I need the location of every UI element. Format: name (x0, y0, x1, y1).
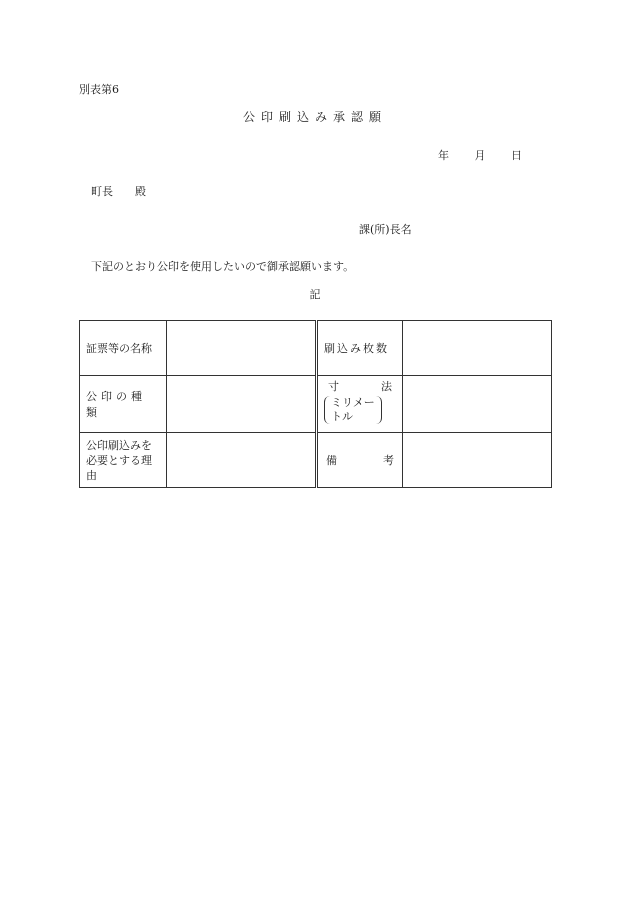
label-dimensions (317, 376, 403, 433)
recipient-name: 町長 (91, 185, 113, 198)
label-seal-type: 公印の種類 (80, 376, 167, 433)
label-remarks-bi: 備 (326, 454, 337, 467)
date-line (438, 147, 522, 163)
field-seal-type[interactable] (167, 376, 317, 433)
label-dimensions-sun: 寸 (328, 380, 339, 393)
field-remarks[interactable] (403, 433, 552, 488)
date-year: 年 (438, 149, 449, 162)
table-row (80, 321, 552, 376)
form-reference: 別表第6 (79, 83, 119, 96)
field-print-count[interactable] (403, 321, 552, 376)
approval-form-table (79, 320, 552, 488)
label-dimensions-hou: 法 (381, 380, 392, 393)
unit-line2: トル (331, 410, 353, 423)
recipient-line (91, 183, 146, 199)
recipient-honorific: 殿 (135, 185, 146, 198)
label-document-name: 証票等の名称 (80, 321, 167, 376)
table-row (80, 433, 552, 488)
label-remarks (317, 433, 403, 488)
unit-bracket (324, 396, 382, 424)
table-row (80, 376, 552, 433)
ki-heading: 記 (309, 288, 321, 301)
field-reason[interactable] (167, 433, 317, 488)
applicant-name: 課(所)長名 (359, 223, 412, 236)
label-remarks-kou: 考 (383, 454, 394, 467)
date-day: 日 (511, 149, 522, 162)
date-month: 月 (474, 149, 486, 162)
field-document-name[interactable] (167, 321, 317, 376)
unit-line1: ミリメー (331, 396, 375, 409)
label-reason: 公印刷込みを 必要とする理 由 (80, 433, 167, 488)
request-statement: 下記のとおり公印を使用したいので御承認願います。 (91, 260, 355, 273)
label-print-count: 刷込み枚数 (317, 321, 403, 376)
field-dimensions[interactable] (403, 376, 552, 433)
document-title: 公印刷込み承認願 (242, 110, 387, 124)
